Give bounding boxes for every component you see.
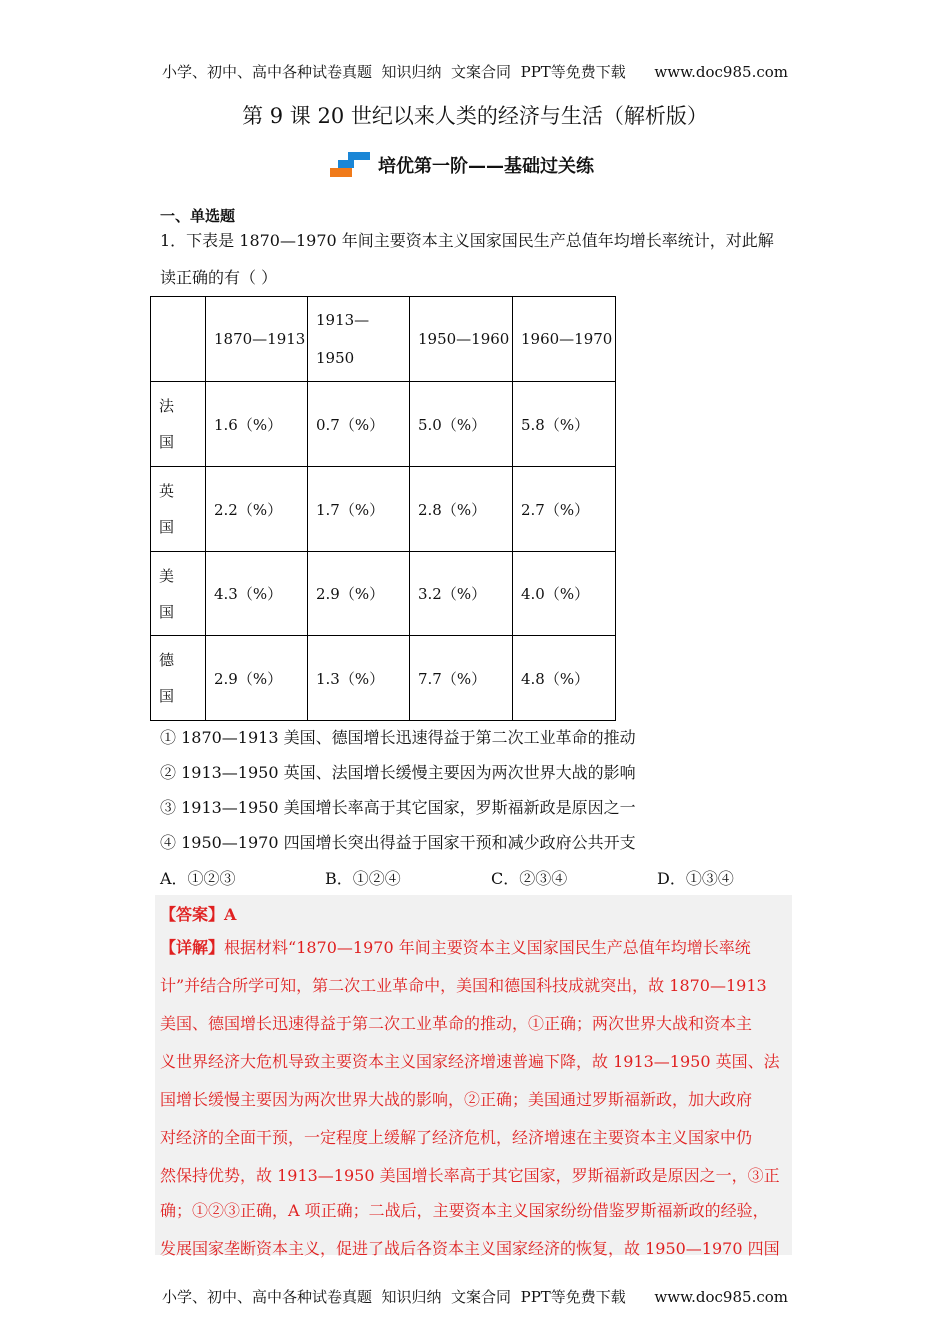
header-part: 1950 [316, 349, 355, 367]
table-header-cell [308, 297, 410, 382]
table-cell: 0.7（%） [308, 382, 410, 467]
table-cell: 4.8（%） [513, 636, 616, 721]
country-char: 国 [159, 687, 175, 705]
table-cell: 2.8（%） [410, 467, 513, 552]
table-cell: 3.2（%） [410, 552, 513, 636]
answer-detail-line: 然保持优势，故 1913—1950 美国增长率高于其它国家，罗斯福新政是原因之一，③正 [160, 1166, 780, 1185]
table-cell: 2.9（%） [206, 636, 308, 721]
table-cell: 1.3（%） [308, 636, 410, 721]
country-char: 国 [159, 518, 175, 536]
table-header-cell: 1870—1913 [206, 297, 308, 382]
country-char: 德 [159, 651, 175, 669]
table-cell: 2.7（%） [513, 467, 616, 552]
question-line-2: 读正确的有（ ） [160, 268, 278, 287]
table-cell: 4.3（%） [206, 552, 308, 636]
option-c[interactable]: C．②③④ [491, 869, 568, 888]
subtitle-block [330, 150, 594, 180]
table-header-row [151, 297, 616, 382]
country-char: 英 [159, 482, 175, 500]
page-header: 小学、初中、高中各种试卷真题 知识归纳 文案合同 PPT等免费下载 www.doc985.com [161, 63, 788, 81]
table-row [151, 467, 616, 552]
table-cell: 1.6（%） [206, 382, 308, 467]
option-a[interactable]: A．①②③ [160, 869, 236, 888]
detail-tag: 【详解】 [160, 938, 225, 957]
statement-2: ② 1913—1950 英国、法国增长缓慢主要因为两次世界大战的影响 [160, 763, 636, 782]
table-cell: 5.0（%） [410, 382, 513, 467]
table-cell: 1.7（%） [308, 467, 410, 552]
option-d[interactable]: D．①③④ [657, 869, 734, 888]
country-cell [151, 382, 206, 467]
table-header-cell: 1950—1960 [410, 297, 513, 382]
table-row [151, 382, 616, 467]
section-heading: 一、单选题 [160, 207, 236, 225]
country-char: 国 [159, 602, 175, 621]
table-row [151, 636, 616, 721]
question-line-1: 1．下表是 1870—1970 年间主要资本主义国家国民生产总值年均增长率统计，对此解 [160, 231, 774, 250]
answer-detail-line: 计”并结合所学可知，第二次工业革命中，美国和德国科技成就突出，故 1870—1913 [160, 976, 767, 995]
answer-detail-line [160, 935, 751, 958]
table-row [151, 552, 616, 636]
country-cell [151, 636, 206, 721]
country-char: 美 [159, 566, 175, 585]
stairs-logo-icon [330, 152, 372, 178]
answer-detail-line: 国增长缓慢主要因为两次世界大战的影响，②正确；美国通过罗斯福新政，加大政府 [160, 1090, 753, 1109]
page-title: 第 9 课 20 世纪以来人类的经济与生活（解析版） [242, 104, 708, 128]
subtitle: 培优第一阶——基础过关练 [378, 156, 594, 177]
option-b[interactable]: B．①②④ [325, 869, 401, 888]
statement-3: ③ 1913—1950 美国增长率高于其它国家，罗斯福新政是原因之一 [160, 798, 636, 817]
table-header-cell: 1960—1970 [513, 297, 616, 382]
table-cell: 2.9（%） [308, 552, 410, 636]
table-cell: 7.7（%） [410, 636, 513, 721]
gdp-growth-table [150, 296, 616, 721]
answer-detail-line: 义世界经济大危机导致主要资本主义国家经济增速普遍下降，故 1913—1950 英国、法 [160, 1052, 780, 1071]
table-cell: 2.2（%） [206, 467, 308, 552]
answer-detail-line: 发展国家垄断资本主义，促进了战后各资本主义国家经济的恢复，故 1950—1970 四国 [160, 1239, 780, 1258]
table-cell: 5.8（%） [513, 382, 616, 467]
country-cell [151, 552, 206, 636]
answer-detail-line: 美国、德国增长迅速得益于第二次工业革命的推动，①正确；两次世界大战和资本主 [160, 1014, 753, 1033]
answer-detail-line: 对经济的全面干预，一定程度上缓解了经济危机，经济增速在主要资本主义国家中仍 [160, 1128, 753, 1147]
header-part: 1913— [316, 311, 370, 329]
answer-detail-line: 确；①②③正确，A 项正确；二战后，主要资本主义国家纷纷借鉴罗斯福新政的经验， [160, 1201, 769, 1220]
statement-1: ① 1870—1913 美国、德国增长迅速得益于第二次工业革命的推动 [160, 728, 636, 747]
country-char: 国 [159, 433, 175, 451]
statement-4: ④ 1950—1970 四国增长突出得益于国家干预和减少政府公共开支 [160, 833, 636, 852]
country-char: 法 [159, 397, 175, 415]
answer-label: 【答案】A [160, 905, 237, 924]
detail-text: 根据材料“1870—1970 年间主要资本主义国家国民生产总值年均增长率统 [224, 938, 751, 957]
table-corner-cell [151, 297, 206, 382]
table-cell: 4.0（%） [513, 552, 616, 636]
country-cell [151, 467, 206, 552]
page-footer: 小学、初中、高中各种试卷真题 知识归纳 文案合同 PPT等免费下载 www.doc985.com [161, 1288, 788, 1306]
